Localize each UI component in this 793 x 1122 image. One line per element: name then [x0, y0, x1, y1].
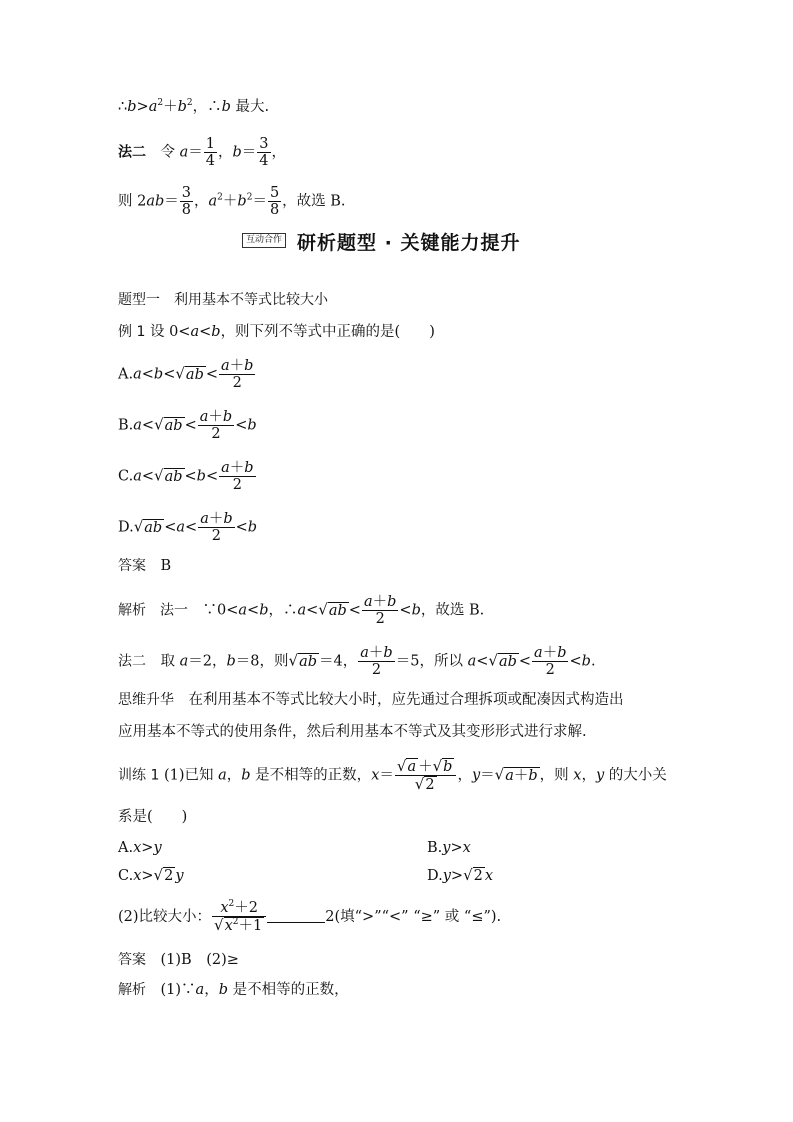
- train-1: 训练 1 (1)已知 a，b 是不相等的正数，x＝ $\frac{√a +√b}{√2}$ ，y＝√a＋b ，则 x，y 的大小关: [118, 757, 667, 793]
- think-line-1: 思维升华 在利用基本不等式比较大小时，应先通过合理拆项或配凑因式构造出: [118, 692, 624, 708]
- train-2: (2)比较大小： $\frac{x^2+2}{√x^2+1}$ 2(填“>”“<” “≥” 或 “≤”).: [118, 899, 502, 934]
- text-line: $\therefore b>a^2+b^2$，∴b 最大.: [118, 98, 270, 115]
- analysis-1b: 法二 取 a＝2，b＝8，则√ab ＝4， $\frac{a+b}{2}$ ＝5，所以 a<√ab < $\frac{a+b}{2}$ <b.: [118, 645, 596, 678]
- answer-2: 答案 (1)B (2)≥: [118, 952, 239, 968]
- answer-1: 答案 B: [118, 558, 172, 574]
- analysis-2: 解析 (1)∵a，b 是不相等的正数，: [118, 982, 349, 998]
- option-a: A.a<b<√ab < $\frac{a+b}{2}$: [118, 358, 254, 391]
- example-1: 例 1 设 0<a<b，则下列不等式中正确的是( ): [118, 324, 435, 340]
- train-1b: 系是( ): [118, 809, 188, 825]
- section-title: 研析题型 · 关键能力提升: [297, 232, 521, 254]
- option-b: B.a<√ab < $\frac{a+b}{2}$ <b: [118, 409, 257, 442]
- train-option-a: A.x>y: [118, 840, 162, 856]
- text-line: 法二 令 a＝ $\frac{1}{4}$ ，b＝ $\frac{3}{4}$ ，: [118, 136, 287, 169]
- option-d: D.√ab <a< $\frac{a+b}{2}$ <b: [118, 511, 258, 544]
- train-option-c: C.x>√2 y: [118, 866, 184, 884]
- text-line: 则 2ab＝ $\frac{3}{8}$ ，$a^2+b^2=$ $\frac{5}{8}$ ，故选 B.: [118, 185, 346, 218]
- train-option-d: D.y>√2 x: [427, 866, 494, 884]
- analysis-1: 解析 法一 ∵0<a<b，∴a<√ab < $\frac{a+b}{2}$ <b，故选 B.: [118, 594, 485, 627]
- train-option-b: B.y>x: [427, 840, 471, 856]
- section-badge: 互动合作: [242, 233, 286, 248]
- option-c: C.a<√ab <b< $\frac{a+b}{2}$: [118, 460, 254, 493]
- think-line-2: 应用基本不等式的使用条件，然后利用基本不等式及其变形形式进行求解.: [118, 724, 587, 740]
- type-heading: 题型一 利用基本不等式比较大小: [118, 292, 328, 308]
